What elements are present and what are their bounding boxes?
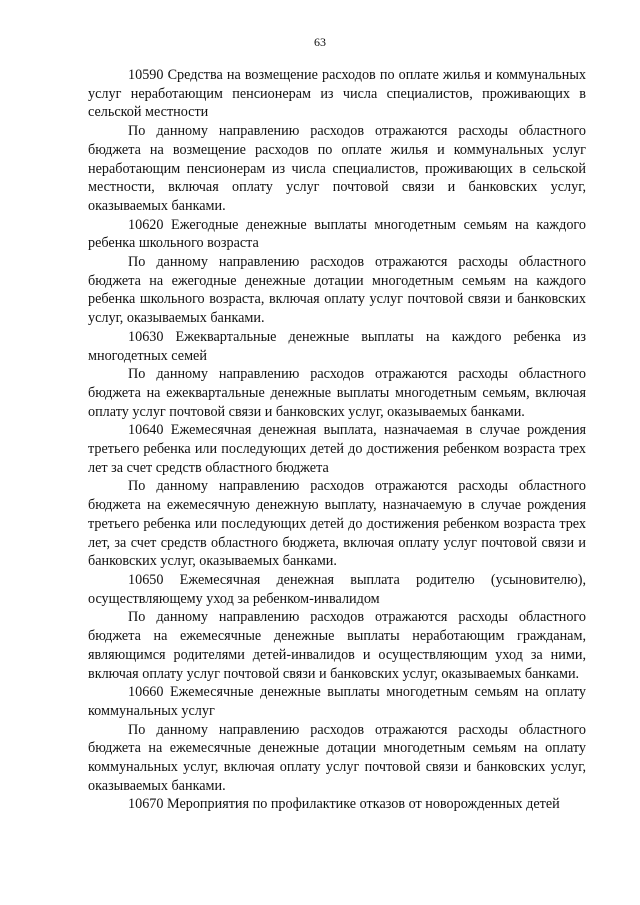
section-text-10660: По данному направлению расходов отражаются расходы областного бюджета на ежемесячные денежные дотации многодетным семьям на оплату коммунальных услуг, включая оплату услуг почтовой связи и банковских услуг, оказываемых банками. bbox=[88, 721, 586, 794]
section-heading-10650: 10650 Ежемесячная денежная выплата родителю (усыновителю), осуществляющему уход за ребенком-инвалидом bbox=[88, 571, 586, 607]
section-heading-10590: 10590 Средства на возмещение расходов по оплате жилья и коммунальных услуг неработающим пенсионерам из числа специалистов, проживающих в сельской местности bbox=[88, 67, 586, 121]
section-heading-10630: 10630 Ежеквартальные денежные выплаты на каждого ребенка из многодетных семей bbox=[88, 328, 586, 364]
section-heading-10620: 10620 Ежегодные денежные выплаты многодетным семьям на каждого ребенка школьного возраста bbox=[88, 216, 586, 252]
section-heading-10640: 10640 Ежемесячная денежная выплата, назначаемая в случае рождения третьего ребенка или последующих детей до достижения ребенком возраста трех лет за счет средств областного бюджета bbox=[88, 422, 586, 476]
page-number: 63 bbox=[314, 35, 326, 49]
section-text-10620: По данному направлению расходов отражаются расходы областного бюджета на ежегодные денежные дотации многодетным семьям на каждого ребенка школьного возраста, включая оплату услуг почтовой связи и банковских услуг, оказываемых банками. bbox=[88, 254, 586, 327]
section-heading-10660: 10660 Ежемесячные денежные выплаты многодетным семьям на оплату коммунальных услуг bbox=[88, 684, 586, 719]
section-text-10590: По данному направлению расходов отражаются расходы областного бюджета на возмещение расходов по оплате жилья и коммунальных услуг неработающим пенсионерам из числа специалистов, проживающих в сельской местности, включая оплату услуг почтовой связи и банковских услуг, оказываемых банками. bbox=[88, 123, 586, 214]
section-text-10640: По данному направлению расходов отражаются расходы областного бюджета на ежемесячную денежную выплату, назначаемую в случае рождения третьего ребенка или последующих детей до достижения ребенком возраста трех лет, за счет средств областного бюджета, включая оплату услуг почтовой связи и банковских услуг, оказываемых банками. bbox=[88, 478, 586, 570]
section-text-10630: По данному направлению расходов отражаются расходы областного бюджета на ежеквартальные денежные выплаты многодетным семьям, включая оплату услуг почтовой связи и банковских услуг, оказываемых банками. bbox=[88, 366, 586, 420]
section-text-10650: По данному направлению расходов отражаются расходы областного бюджета на ежемесячные денежные выплаты неработающим гражданам, являющимся родителями детей-инвалидов и осуществляющим уход за ними, включая оплату услуг почтовой связи и банковских услуг, оказываемых банками. bbox=[88, 609, 586, 682]
section-heading-10670: 10670 Мероприятия по профилактике отказов от новорожденных детей bbox=[128, 796, 560, 813]
document-body bbox=[88, 66, 586, 814]
